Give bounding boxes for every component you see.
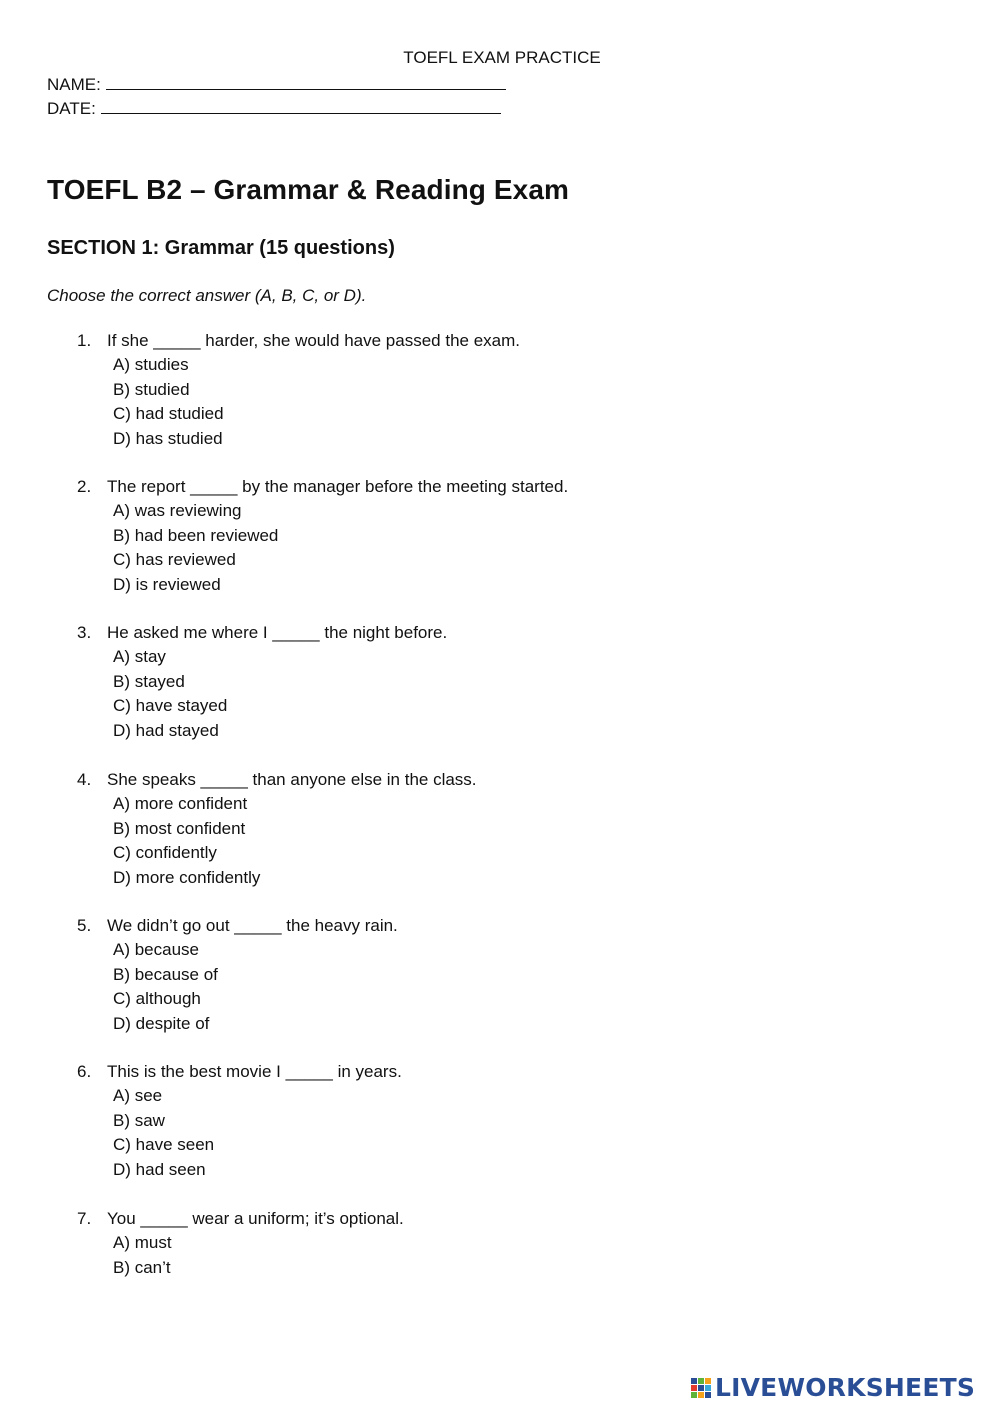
question-text: The report _____ by the manager before the meeting started. (107, 477, 569, 496)
date-label: DATE: (47, 99, 96, 118)
answer-option[interactable]: B) most confident (113, 819, 246, 838)
answer-option[interactable]: C) have seen (113, 1135, 215, 1154)
answer-option[interactable]: C) had studied (113, 404, 224, 423)
answer-option[interactable]: A) see (113, 1086, 163, 1105)
answer-option[interactable]: B) studied (113, 380, 190, 399)
question-number: 3. (77, 623, 92, 642)
liveworksheets-logo-text: LIVEWORKSHEETS (715, 1373, 976, 1402)
question-number: 7. (77, 1209, 92, 1228)
question-stem (77, 1208, 404, 1230)
answer-option[interactable]: D) more confidently (113, 868, 261, 887)
name-field[interactable] (47, 73, 506, 95)
liveworksheets-logo[interactable] (691, 1374, 975, 1402)
answer-option[interactable]: D) despite of (113, 1014, 210, 1033)
question-number: 1. (77, 331, 92, 350)
answer-option[interactable]: B) can’t (113, 1258, 171, 1277)
question-text: You _____ wear a uniform; it’s optional. (107, 1209, 404, 1228)
answer-option[interactable]: B) because of (113, 965, 218, 984)
question-stem (77, 769, 477, 791)
question-number: 6. (77, 1062, 92, 1081)
date-blank-line[interactable] (101, 97, 501, 114)
answer-option[interactable]: B) had been reviewed (113, 526, 279, 545)
answer-option[interactable]: A) was reviewing (113, 501, 242, 520)
name-label: NAME: (47, 75, 101, 94)
answer-option[interactable]: A) stay (113, 647, 166, 666)
answer-option[interactable]: D) is reviewed (113, 575, 221, 594)
answer-option[interactable]: B) stayed (113, 672, 185, 691)
question-stem (77, 622, 447, 644)
answer-option[interactable]: D) had seen (113, 1160, 206, 1179)
question-stem (77, 1061, 402, 1083)
question-text: We didn’t go out _____ the heavy rain. (107, 916, 398, 935)
answer-option[interactable]: C) has reviewed (113, 550, 236, 569)
question-text: She speaks _____ than anyone else in the class. (107, 770, 477, 789)
answer-option[interactable]: A) because (113, 940, 199, 959)
question-text: This is the best movie I _____ in years. (107, 1062, 402, 1081)
section-title: SECTION 1: Grammar (15 questions) (47, 237, 395, 259)
answer-option[interactable]: D) has studied (113, 429, 223, 448)
answer-option[interactable]: C) have stayed (113, 696, 228, 715)
question-stem (77, 915, 398, 937)
date-field[interactable] (47, 97, 501, 119)
answer-option[interactable]: D) had stayed (113, 721, 219, 740)
question-text: If she _____ harder, she would have passed the exam. (107, 331, 520, 350)
question-stem (77, 330, 520, 352)
answer-option[interactable]: A) more confident (113, 794, 248, 813)
question-text: He asked me where I _____ the night before. (107, 623, 448, 642)
name-blank-line[interactable] (106, 73, 506, 90)
instructions: Choose the correct answer (A, B, C, or D). (47, 286, 367, 305)
question-number: 4. (77, 770, 92, 789)
answer-option[interactable]: A) must (113, 1233, 172, 1252)
exam-title: TOEFL B2 – Grammar & Reading Exam (47, 174, 569, 205)
answer-option[interactable]: C) confidently (113, 843, 217, 862)
question-number: 2. (77, 477, 92, 496)
answer-option[interactable]: B) saw (113, 1111, 165, 1130)
question-number: 5. (77, 916, 92, 935)
liveworksheets-logo-icon (691, 1376, 713, 1400)
page-header-title: TOEFL EXAM PRACTICE (403, 48, 601, 67)
answer-option[interactable]: A) studies (113, 355, 189, 374)
question-stem (77, 476, 568, 498)
answer-option[interactable]: C) although (113, 989, 201, 1008)
